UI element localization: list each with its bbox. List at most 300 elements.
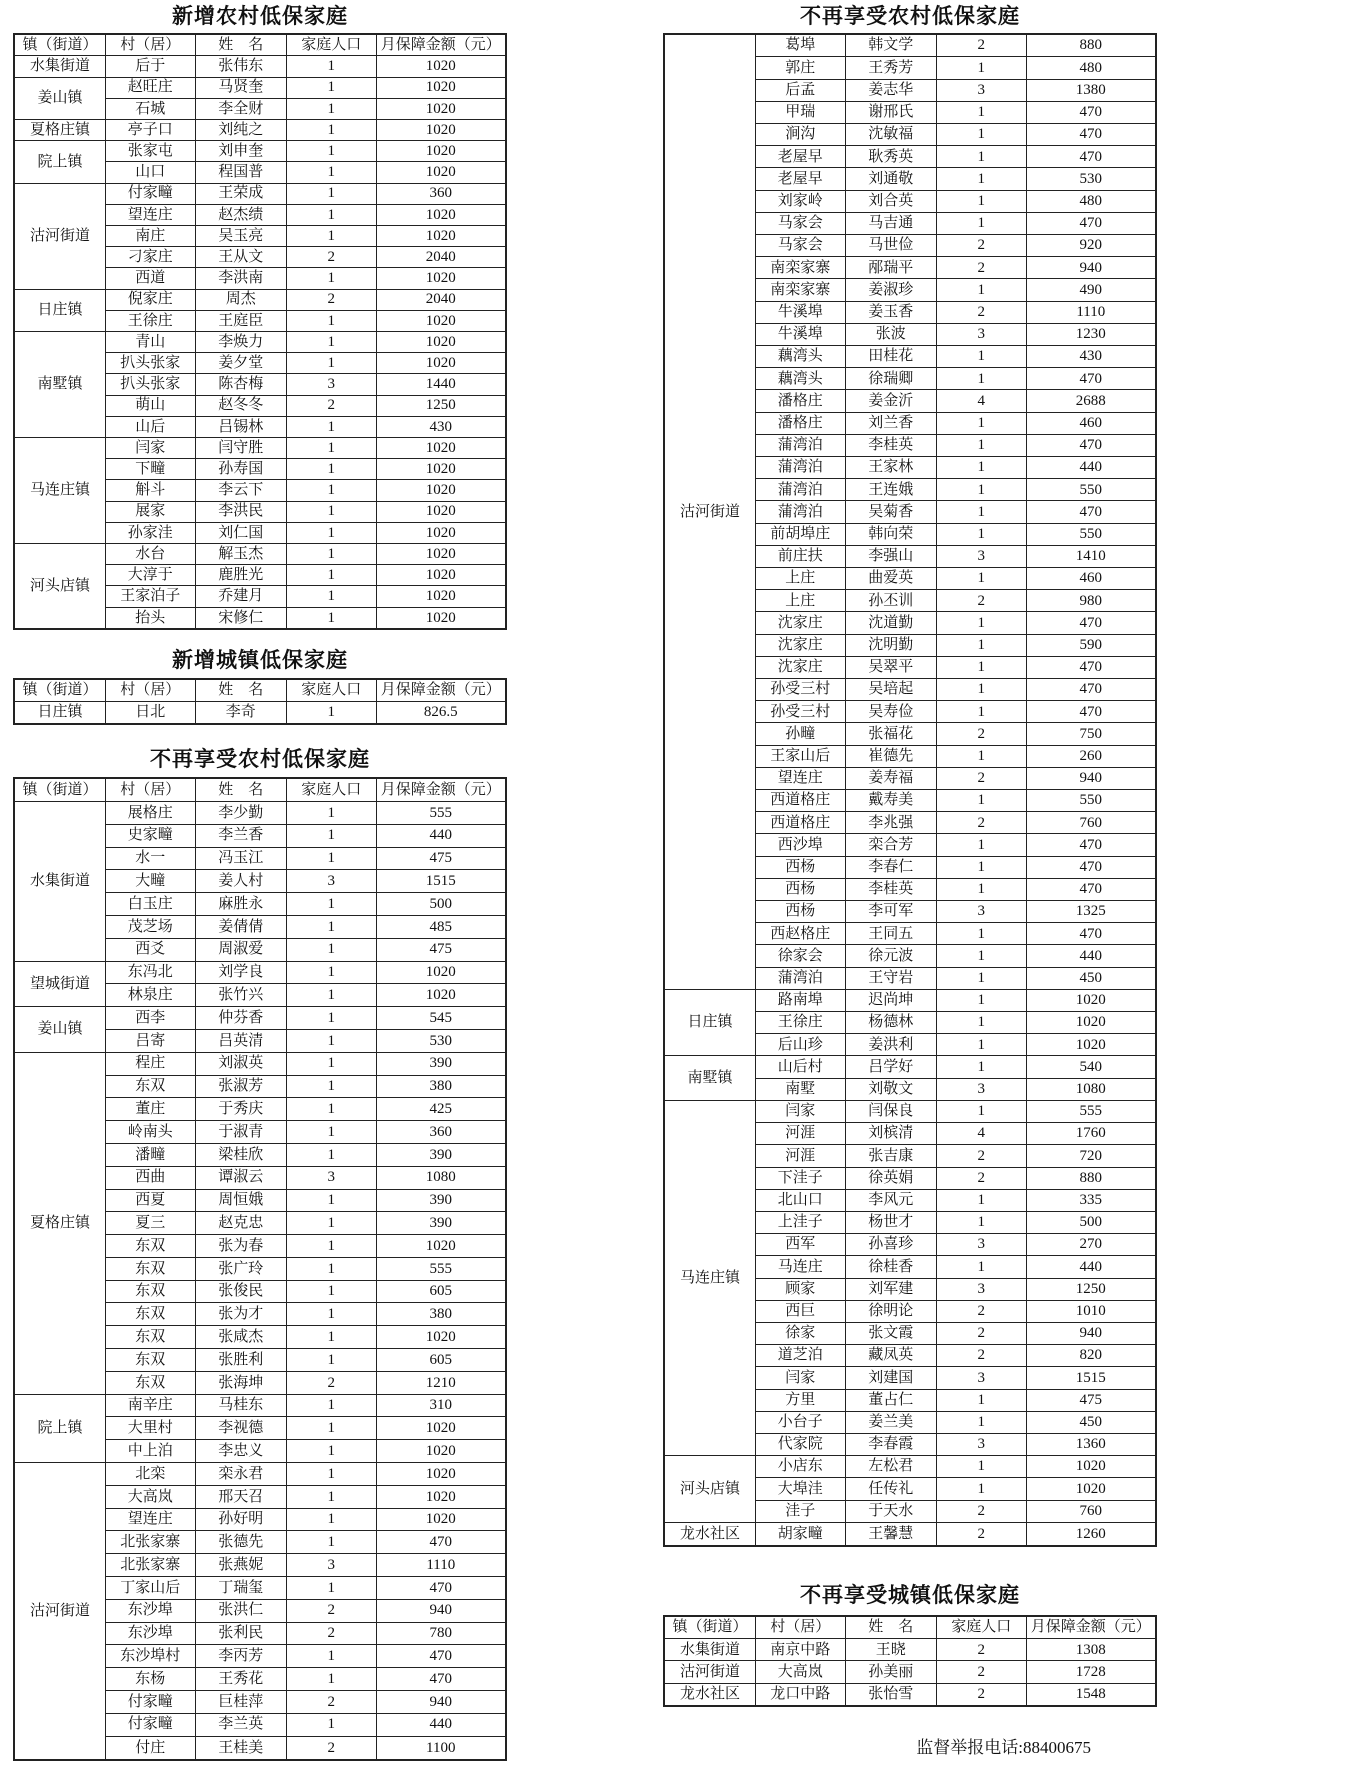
header-row <box>14 34 506 56</box>
monthly-amount-cell: 1515 <box>376 870 506 893</box>
monthly-amount-cell: 1250 <box>1026 1278 1156 1300</box>
household-size-cell: 3 <box>937 1234 1027 1256</box>
village-cell: 王家泊子 <box>106 586 196 607</box>
monthly-amount-cell: 920 <box>1026 234 1156 256</box>
village-cell: 萌山 <box>106 395 196 416</box>
village-cell: 张家屯 <box>106 141 196 162</box>
name-cell: 吕学好 <box>845 1056 937 1078</box>
household-size-cell: 3 <box>937 1367 1027 1389</box>
household-size-cell: 1 <box>937 1211 1027 1233</box>
name-cell: 吴玉亮 <box>195 225 287 246</box>
name-cell: 迟尚坤 <box>845 989 937 1011</box>
supervision-hotline: 监督举报电话:88400675 <box>916 1738 1091 1757</box>
name-cell: 张德先 <box>195 1531 287 1554</box>
household-size-cell: 1 <box>287 1052 377 1075</box>
village-cell: 东冯北 <box>106 961 196 984</box>
village-cell: 马家会 <box>756 212 846 234</box>
name-cell: 程国普 <box>195 162 287 183</box>
monthly-amount-cell: 2688 <box>1026 390 1156 412</box>
monthly-amount-cell: 1010 <box>1026 1300 1156 1322</box>
household-size-cell: 1 <box>937 745 1027 767</box>
household-size-cell: 1 <box>287 501 377 522</box>
village-cell: 后孟 <box>756 79 846 101</box>
household-size-cell: 1 <box>937 368 1027 390</box>
village-cell: 马连庄 <box>756 1256 846 1278</box>
table-row <box>14 183 506 204</box>
name-cell: 孙好明 <box>195 1508 287 1531</box>
name-cell: 董占仁 <box>845 1389 937 1411</box>
village-cell: 付家疃 <box>106 1691 196 1714</box>
household-size-cell: 1 <box>937 190 1027 212</box>
monthly-amount-cell: 270 <box>1026 1234 1156 1256</box>
column-header: 家庭人口 <box>937 1616 1027 1639</box>
monthly-amount-cell: 880 <box>1026 34 1156 57</box>
table-row <box>14 1463 506 1486</box>
monthly-amount-cell: 470 <box>1026 679 1156 701</box>
monthly-amount-cell: 470 <box>1026 501 1156 523</box>
name-cell: 徐桂香 <box>845 1256 937 1278</box>
village-cell: 扒头张家 <box>106 374 196 395</box>
monthly-amount-cell: 360 <box>376 1121 506 1144</box>
village-cell: 代家院 <box>756 1433 846 1455</box>
name-cell: 李全财 <box>195 98 287 119</box>
town-cell: 龙水社区 <box>664 1522 756 1546</box>
name-cell: 李桂英 <box>845 878 937 900</box>
name-cell: 王秀芳 <box>845 57 937 79</box>
village-cell: 西杨 <box>756 901 846 923</box>
monthly-amount-cell: 1020 <box>376 331 506 352</box>
table-row <box>664 989 1156 1011</box>
monthly-amount-cell: 555 <box>376 801 506 824</box>
household-size-cell: 1 <box>937 834 1027 856</box>
household-size-cell: 1 <box>287 1713 377 1736</box>
village-cell: 青山 <box>106 331 196 352</box>
name-cell: 吴翠平 <box>845 656 937 678</box>
household-size-cell: 1 <box>937 878 1027 900</box>
monthly-amount-cell: 1020 <box>376 353 506 374</box>
monthly-amount-cell: 1020 <box>376 141 506 162</box>
monthly-amount-cell: 880 <box>1026 1167 1156 1189</box>
name-cell: 吴菊香 <box>845 501 937 523</box>
household-size-cell: 1 <box>287 459 377 480</box>
village-cell: 闫家 <box>106 437 196 458</box>
monthly-amount-cell: 460 <box>1026 412 1156 434</box>
name-cell: 解玉杰 <box>195 543 287 564</box>
monthly-amount-cell: 450 <box>1026 1411 1156 1433</box>
village-cell: 石城 <box>106 98 196 119</box>
monthly-amount-cell: 470 <box>1026 212 1156 234</box>
monthly-amount-cell: 440 <box>1026 1256 1156 1278</box>
household-size-cell: 1 <box>937 1478 1027 1500</box>
household-size-cell: 1 <box>287 984 377 1007</box>
village-cell: 后于 <box>106 56 196 77</box>
village-cell: 上庄 <box>756 568 846 590</box>
name-cell: 张伟东 <box>195 56 287 77</box>
table-row <box>664 1056 1156 1078</box>
table-row <box>14 141 506 162</box>
village-cell: 吕寄 <box>106 1029 196 1052</box>
monthly-amount-cell: 440 <box>376 824 506 847</box>
name-cell: 吴寿俭 <box>845 701 937 723</box>
removed-rural-lowincome-table-part1 <box>13 777 507 1761</box>
town-cell: 沽河街道 <box>14 1463 106 1760</box>
village-cell: 大高岚 <box>106 1485 196 1508</box>
name-cell: 赵杰绩 <box>195 204 287 225</box>
column-header: 镇（街道） <box>14 679 106 702</box>
village-cell: 南栾家寨 <box>756 279 846 301</box>
village-cell: 郭庄 <box>756 57 846 79</box>
monthly-amount-cell: 470 <box>376 1645 506 1668</box>
village-cell: 南辛庄 <box>106 1394 196 1417</box>
village-cell: 前胡埠庄 <box>756 523 846 545</box>
household-size-cell: 1 <box>287 480 377 501</box>
header-row <box>664 1616 1156 1639</box>
removed-rural-table-title-continued: 不再享受农村低保家庭 <box>800 5 1020 28</box>
name-cell: 张福花 <box>845 723 937 745</box>
household-size-cell: 1 <box>287 961 377 984</box>
village-cell: 大疃 <box>106 870 196 893</box>
monthly-amount-cell: 1020 <box>376 480 506 501</box>
town-cell: 夏格庄镇 <box>14 119 106 140</box>
household-size-cell: 1 <box>937 945 1027 967</box>
village-cell: 蒲湾泊 <box>756 434 846 456</box>
village-cell: 老屋早 <box>756 168 846 190</box>
household-size-cell: 1 <box>937 212 1027 234</box>
village-cell: 大埠洼 <box>756 1478 846 1500</box>
name-cell: 张胜利 <box>195 1349 287 1372</box>
household-size-cell: 1 <box>937 146 1027 168</box>
village-cell: 夏三 <box>106 1212 196 1235</box>
monthly-amount-cell: 555 <box>1026 1100 1156 1122</box>
town-cell: 沽河街道 <box>664 1661 756 1683</box>
monthly-amount-cell: 470 <box>376 1531 506 1554</box>
monthly-amount-cell: 605 <box>376 1349 506 1372</box>
name-cell: 谢邢氏 <box>845 101 937 123</box>
column-header: 家庭人口 <box>287 679 377 702</box>
name-cell: 马桂东 <box>195 1394 287 1417</box>
name-cell: 徐瑞卿 <box>845 368 937 390</box>
village-cell: 程庄 <box>106 1052 196 1075</box>
monthly-amount-cell: 545 <box>376 1007 506 1030</box>
household-size-cell: 1 <box>937 123 1027 145</box>
name-cell: 王连娥 <box>845 479 937 501</box>
village-cell: 蒲湾泊 <box>756 479 846 501</box>
name-cell: 于淑青 <box>195 1121 287 1144</box>
monthly-amount-cell: 720 <box>1026 1145 1156 1167</box>
monthly-amount-cell: 1380 <box>1026 79 1156 101</box>
name-cell: 周淑爱 <box>195 938 287 961</box>
household-size-cell: 1 <box>287 1394 377 1417</box>
town-cell: 水集街道 <box>14 56 106 77</box>
monthly-amount-cell: 1760 <box>1026 1123 1156 1145</box>
village-cell: 丁家山后 <box>106 1577 196 1600</box>
household-size-cell: 1 <box>287 1349 377 1372</box>
village-cell: 沈家庄 <box>756 612 846 634</box>
table-row <box>14 1007 506 1030</box>
name-cell: 邴瑞平 <box>845 257 937 279</box>
name-cell: 王家林 <box>845 457 937 479</box>
monthly-amount-cell: 760 <box>1026 1500 1156 1522</box>
monthly-amount-cell: 550 <box>1026 523 1156 545</box>
household-size-cell: 1 <box>287 77 377 98</box>
name-cell: 李强山 <box>845 545 937 567</box>
monthly-amount-cell: 1728 <box>1026 1661 1156 1683</box>
monthly-amount-cell: 760 <box>1026 812 1156 834</box>
name-cell: 周杰 <box>195 289 287 310</box>
monthly-amount-cell: 555 <box>376 1257 506 1280</box>
monthly-amount-cell: 475 <box>376 847 506 870</box>
column-header: 镇（街道） <box>664 1616 756 1639</box>
monthly-amount-cell: 1230 <box>1026 323 1156 345</box>
village-cell: 下洼子 <box>756 1167 846 1189</box>
name-cell: 张波 <box>845 323 937 345</box>
left-column <box>13 0 507 1761</box>
name-cell: 张为春 <box>195 1235 287 1258</box>
name-cell: 宋修仁 <box>195 607 287 629</box>
monthly-amount-cell: 1020 <box>376 1417 506 1440</box>
village-cell: 马家会 <box>756 234 846 256</box>
name-cell: 张利民 <box>195 1622 287 1645</box>
name-cell: 姜志华 <box>845 79 937 101</box>
monthly-amount-cell: 1260 <box>1026 1522 1156 1546</box>
monthly-amount-cell: 1308 <box>1026 1639 1156 1661</box>
household-size-cell: 1 <box>287 225 377 246</box>
monthly-amount-cell: 605 <box>376 1280 506 1303</box>
new-rural-lowincome-table <box>13 33 507 630</box>
monthly-amount-cell: 1020 <box>376 543 506 564</box>
village-cell: 刁家庄 <box>106 247 196 268</box>
household-size-cell: 1 <box>937 568 1027 590</box>
name-cell: 李云下 <box>195 480 287 501</box>
monthly-amount-cell: 470 <box>1026 101 1156 123</box>
column-header: 月保障金额（元） <box>376 778 506 801</box>
household-size-cell: 1 <box>287 543 377 564</box>
monthly-amount-cell: 470 <box>1026 656 1156 678</box>
household-size-cell: 2 <box>287 247 377 268</box>
table-row <box>664 1522 1156 1546</box>
town-cell: 马连庄镇 <box>664 1100 756 1455</box>
household-size-cell: 1 <box>287 522 377 543</box>
town-cell: 沽河街道 <box>14 183 106 289</box>
village-cell: 东双 <box>106 1235 196 1258</box>
village-cell: 日北 <box>106 702 196 725</box>
household-size-cell: 1 <box>937 279 1027 301</box>
name-cell: 梁桂欣 <box>195 1143 287 1166</box>
household-size-cell: 1 <box>937 701 1027 723</box>
name-cell: 丁瑞玺 <box>195 1577 287 1600</box>
name-cell: 乔建月 <box>195 586 287 607</box>
name-cell: 张竹兴 <box>195 984 287 1007</box>
village-cell: 西曲 <box>106 1166 196 1189</box>
name-cell: 刘建国 <box>845 1367 937 1389</box>
village-cell: 赵旺庄 <box>106 77 196 98</box>
village-cell: 南墅 <box>756 1078 846 1100</box>
household-size-cell: 2 <box>937 301 1027 323</box>
village-cell: 东双 <box>106 1349 196 1372</box>
village-cell: 北张家寨 <box>106 1554 196 1577</box>
monthly-amount-cell: 440 <box>376 1713 506 1736</box>
monthly-amount-cell: 540 <box>1026 1056 1156 1078</box>
village-cell: 大里村 <box>106 1417 196 1440</box>
town-cell: 河头店镇 <box>664 1456 756 1523</box>
household-size-cell: 1 <box>287 204 377 225</box>
name-cell: 李洪民 <box>195 501 287 522</box>
column-header: 镇（街道） <box>14 778 106 801</box>
monthly-amount-cell: 530 <box>1026 168 1156 190</box>
monthly-amount-cell: 1020 <box>376 565 506 586</box>
household-size-cell: 1 <box>287 586 377 607</box>
table-row <box>14 289 506 310</box>
monthly-amount-cell: 1020 <box>1026 1456 1156 1478</box>
monthly-amount-cell: 470 <box>1026 434 1156 456</box>
village-cell: 望连庄 <box>106 1508 196 1531</box>
household-size-cell: 2 <box>937 1345 1027 1367</box>
household-size-cell: 2 <box>287 1599 377 1622</box>
name-cell: 沈明勤 <box>845 634 937 656</box>
household-size-cell: 1 <box>287 1189 377 1212</box>
town-cell: 夏格庄镇 <box>14 1052 106 1394</box>
household-size-cell: 1 <box>287 1007 377 1030</box>
table-row <box>14 702 506 725</box>
household-size-cell: 1 <box>287 1280 377 1303</box>
name-cell: 孙美丽 <box>845 1661 937 1683</box>
household-size-cell: 1 <box>287 1463 377 1486</box>
name-cell: 马贤奎 <box>195 77 287 98</box>
village-cell: 顾家 <box>756 1278 846 1300</box>
name-cell: 李忠义 <box>195 1440 287 1463</box>
town-cell: 日庄镇 <box>664 989 756 1056</box>
monthly-amount-cell: 1020 <box>376 77 506 98</box>
monthly-amount-cell: 475 <box>1026 1389 1156 1411</box>
village-cell: 闫家 <box>756 1100 846 1122</box>
monthly-amount-cell: 470 <box>376 1668 506 1691</box>
name-cell: 李少勤 <box>195 801 287 824</box>
town-cell: 南墅镇 <box>664 1056 756 1100</box>
monthly-amount-cell: 485 <box>376 915 506 938</box>
monthly-amount-cell: 1020 <box>1026 1012 1156 1034</box>
name-cell: 刘军建 <box>845 1278 937 1300</box>
household-size-cell: 1 <box>937 612 1027 634</box>
household-size-cell: 1 <box>937 1411 1027 1433</box>
household-size-cell: 1 <box>287 1508 377 1531</box>
name-cell: 王荣成 <box>195 183 287 204</box>
monthly-amount-cell: 470 <box>1026 878 1156 900</box>
monthly-amount-cell: 470 <box>1026 146 1156 168</box>
household-size-cell: 1 <box>287 801 377 824</box>
name-cell: 巨桂萍 <box>195 1691 287 1714</box>
monthly-amount-cell: 1020 <box>376 204 506 225</box>
name-cell: 闫保良 <box>845 1100 937 1122</box>
monthly-amount-cell: 1020 <box>376 1326 506 1349</box>
monthly-amount-cell: 1360 <box>1026 1433 1156 1455</box>
village-cell: 孙受三村 <box>756 679 846 701</box>
town-cell: 马连庄镇 <box>14 437 106 543</box>
village-cell: 东双 <box>106 1371 196 1394</box>
name-cell: 刘通敬 <box>845 168 937 190</box>
monthly-amount-cell: 480 <box>1026 190 1156 212</box>
monthly-amount-cell: 470 <box>1026 856 1156 878</box>
monthly-amount-cell: 440 <box>1026 457 1156 479</box>
monthly-amount-cell: 2040 <box>376 289 506 310</box>
household-size-cell: 1 <box>937 101 1027 123</box>
name-cell: 栾永君 <box>195 1463 287 1486</box>
monthly-amount-cell: 475 <box>376 938 506 961</box>
village-cell: 岭南头 <box>106 1121 196 1144</box>
monthly-amount-cell: 1020 <box>376 522 506 543</box>
household-size-cell: 1 <box>287 331 377 352</box>
village-cell: 沈家庄 <box>756 656 846 678</box>
village-cell: 西杨 <box>756 856 846 878</box>
name-cell: 鹿胜光 <box>195 565 287 586</box>
monthly-amount-cell: 1020 <box>376 1235 506 1258</box>
village-cell: 涧沟 <box>756 123 846 145</box>
village-cell: 茂芝场 <box>106 915 196 938</box>
name-cell: 徐英娟 <box>845 1167 937 1189</box>
household-size-cell: 1 <box>287 565 377 586</box>
header-row <box>14 778 506 801</box>
monthly-amount-cell: 360 <box>376 183 506 204</box>
name-cell: 李春仁 <box>845 856 937 878</box>
name-cell: 刘仁国 <box>195 522 287 543</box>
household-size-cell: 2 <box>937 812 1027 834</box>
monthly-amount-cell: 550 <box>1026 790 1156 812</box>
monthly-amount-cell: 750 <box>1026 723 1156 745</box>
name-cell: 张咸杰 <box>195 1326 287 1349</box>
village-cell: 王家山后 <box>756 745 846 767</box>
town-cell: 姜山镇 <box>14 1007 106 1053</box>
village-cell: 蒲湾泊 <box>756 457 846 479</box>
monthly-amount-cell: 940 <box>376 1599 506 1622</box>
monthly-amount-cell: 550 <box>1026 479 1156 501</box>
name-cell: 戴寿美 <box>845 790 937 812</box>
household-size-cell: 1 <box>937 989 1027 1011</box>
monthly-amount-cell: 470 <box>1026 701 1156 723</box>
name-cell: 吕英清 <box>195 1029 287 1052</box>
table-row <box>14 119 506 140</box>
household-size-cell: 1 <box>937 345 1027 367</box>
monthly-amount-cell: 1020 <box>376 1440 506 1463</box>
household-size-cell: 2 <box>937 590 1027 612</box>
monthly-amount-cell: 780 <box>376 1622 506 1645</box>
village-cell: 倪家庄 <box>106 289 196 310</box>
name-cell: 李焕力 <box>195 331 287 352</box>
village-cell: 王徐庄 <box>756 1012 846 1034</box>
monthly-amount-cell: 1020 <box>376 1485 506 1508</box>
monthly-amount-cell: 390 <box>376 1143 506 1166</box>
household-size-cell: 2 <box>937 1500 1027 1522</box>
column-header: 家庭人口 <box>287 34 377 56</box>
village-cell: 蒲湾泊 <box>756 967 846 989</box>
village-cell: 洼子 <box>756 1500 846 1522</box>
village-cell: 南栾家寨 <box>756 257 846 279</box>
town-cell: 院上镇 <box>14 141 106 183</box>
monthly-amount-cell: 425 <box>376 1098 506 1121</box>
monthly-amount-cell: 470 <box>376 1577 506 1600</box>
monthly-amount-cell: 1548 <box>1026 1683 1156 1706</box>
name-cell: 吴培起 <box>845 679 937 701</box>
village-cell: 西爻 <box>106 938 196 961</box>
monthly-amount-cell: 380 <box>376 1075 506 1098</box>
name-cell: 藏凤英 <box>845 1345 937 1367</box>
town-cell: 沽河街道 <box>664 34 756 989</box>
name-cell: 姜洪利 <box>845 1034 937 1056</box>
village-cell: 闫家 <box>756 1367 846 1389</box>
village-cell: 南庄 <box>106 225 196 246</box>
village-cell: 东沙埠 <box>106 1599 196 1622</box>
monthly-amount-cell: 380 <box>376 1303 506 1326</box>
village-cell: 抬头 <box>106 607 196 629</box>
household-size-cell: 4 <box>937 390 1027 412</box>
